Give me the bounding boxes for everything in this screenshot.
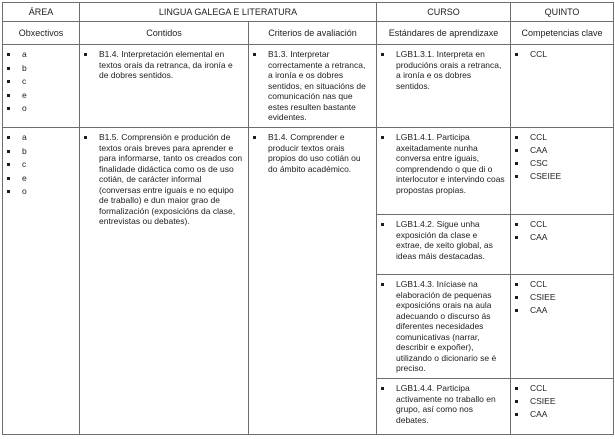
cell-criterios — [249, 128, 377, 435]
list-item: ▪ CAA — [527, 145, 608, 156]
cell-competencias — [511, 215, 614, 275]
header-cell-estandares: Estándares de aprendizaxe — [377, 22, 511, 45]
list-item: ▪ CCL — [527, 132, 608, 143]
curriculum-table — [2, 2, 614, 435]
estandar-list — [381, 132, 505, 195]
criterios-list — [253, 49, 371, 123]
list-item: ▪ LGB1.3.1. Interpreta en producións orais a retranca, a ironía e os dobres sentidos. — [393, 49, 505, 91]
cell-contidos — [80, 45, 249, 128]
list-item: ▪ b — [19, 63, 74, 74]
competencias-list — [515, 219, 608, 243]
obxectivos-list — [7, 132, 74, 197]
cell-competencias — [511, 128, 614, 215]
header-cell-curso-value: QUINTO — [511, 3, 614, 22]
list-item: ▪ CCL — [527, 219, 608, 230]
header-cell-obxectivos: Obxectivos — [3, 22, 80, 45]
contidos-list — [84, 49, 243, 81]
list-item: ▪ LGB1.4.2. Sigue unha exposición da clase e extrae, de xeito global, as ideas máis destacadas. — [393, 219, 505, 261]
header-cell-criterios: Criterios de avaliación — [249, 22, 377, 45]
header-cell-contidos: Contidos — [80, 22, 249, 45]
cell-estandar — [377, 45, 511, 128]
estandar-list — [381, 49, 505, 91]
list-item: ▪ CAA — [527, 305, 608, 316]
body-row-block1 — [3, 45, 614, 128]
list-item: ▪ CCL — [527, 279, 608, 290]
header-cell-subject: LINGUA GALEGA E LITERATURA — [80, 3, 377, 22]
cell-estandar — [377, 215, 511, 275]
list-item: ▪ o — [19, 186, 74, 197]
list-item: ▪ CSEIEE — [527, 171, 608, 182]
cell-obxectivos — [3, 45, 80, 128]
list-item: ▪ LGB1.4.1. Participa axeitadamente nunha conversa entre iguais, comprendendo o que di o interlocutor e intervindo coas propostas propias. — [393, 132, 505, 195]
contidos-list — [84, 132, 243, 227]
list-item: ▪ LGB1.4.3. Iníciase na elaboración de pequenas exposicións orais na aula adecuando o discurso ás diferentes necesidades comunicativas (narrar, describir e expoñer), utilizando o dicionario se é preciso. — [393, 279, 505, 374]
estandar-list — [381, 279, 505, 374]
cell-estandar — [377, 379, 511, 435]
estandar-list — [381, 383, 505, 425]
list-item: ▪ o — [19, 103, 74, 114]
cell-criterios — [249, 45, 377, 128]
list-item: ▪ LGB1.4.4. Participa activamente no traballo en grupo, así como nos debates. — [393, 383, 505, 425]
header-cell-curso: CURSO — [377, 3, 511, 22]
cell-competencias — [511, 275, 614, 379]
list-item: ▪ CCL — [527, 383, 608, 394]
header-cell-competencias: Competencias clave — [511, 22, 614, 45]
list-item: ▪ B1.5. Comprensión e produción de textos orais breves para aprender e para informarse, tanto os creados con finalidade didáctica como os de uso cotián, de carácter informal (conversas entre iguais e no equipo de traballo) e dun maior grao de formalización (exposicións da clase, entrevistas ou debates). — [96, 132, 243, 227]
competencias-list — [515, 383, 608, 420]
list-item: ▪ CSC — [527, 158, 608, 169]
competencias-list — [515, 49, 608, 60]
list-item: ▪ a — [19, 49, 74, 60]
header-row-2 — [3, 22, 614, 45]
cell-obxectivos — [3, 128, 80, 435]
estandar-list — [381, 219, 505, 261]
header-row-1 — [3, 3, 614, 22]
list-item: ▪ CSIEE — [527, 292, 608, 303]
cell-estandar — [377, 275, 511, 379]
list-item: ▪ c — [19, 159, 74, 170]
list-item: ▪ c — [19, 76, 74, 87]
list-item: ▪ B1.4. Interpretación elemental en textos orais da retranca, da ironía e de dobres sentidos. — [96, 49, 243, 81]
criterios-list — [253, 132, 371, 174]
list-item: ▪ CCL — [527, 49, 608, 60]
cell-estandar — [377, 128, 511, 215]
list-item: ▪ a — [19, 132, 74, 143]
cell-contidos — [80, 128, 249, 435]
list-item: ▪ e — [19, 90, 74, 101]
body-row-block2-sub1 — [3, 128, 614, 215]
list-item: ▪ B1.3. Interpretar correctamente a retranca, a ironía e os dobres sentidos, en situacións de comunicación nas que estes resulten bastante evidentes. — [265, 49, 371, 123]
list-item: ▪ e — [19, 173, 74, 184]
list-item: ▪ CAA — [527, 232, 608, 243]
list-item: ▪ CSIEE — [527, 396, 608, 407]
list-item: ▪ CAA — [527, 409, 608, 420]
competencias-list — [515, 279, 608, 316]
list-item: ▪ b — [19, 146, 74, 157]
header-cell-area: ÁREA — [3, 3, 80, 22]
list-item: ▪ B1.4. Comprender e producir textos orais propios do uso cotián ou do ámbito académico. — [265, 132, 371, 174]
cell-competencias — [511, 45, 614, 128]
obxectivos-list — [7, 49, 74, 114]
competencias-list — [515, 132, 608, 182]
cell-competencias — [511, 379, 614, 435]
